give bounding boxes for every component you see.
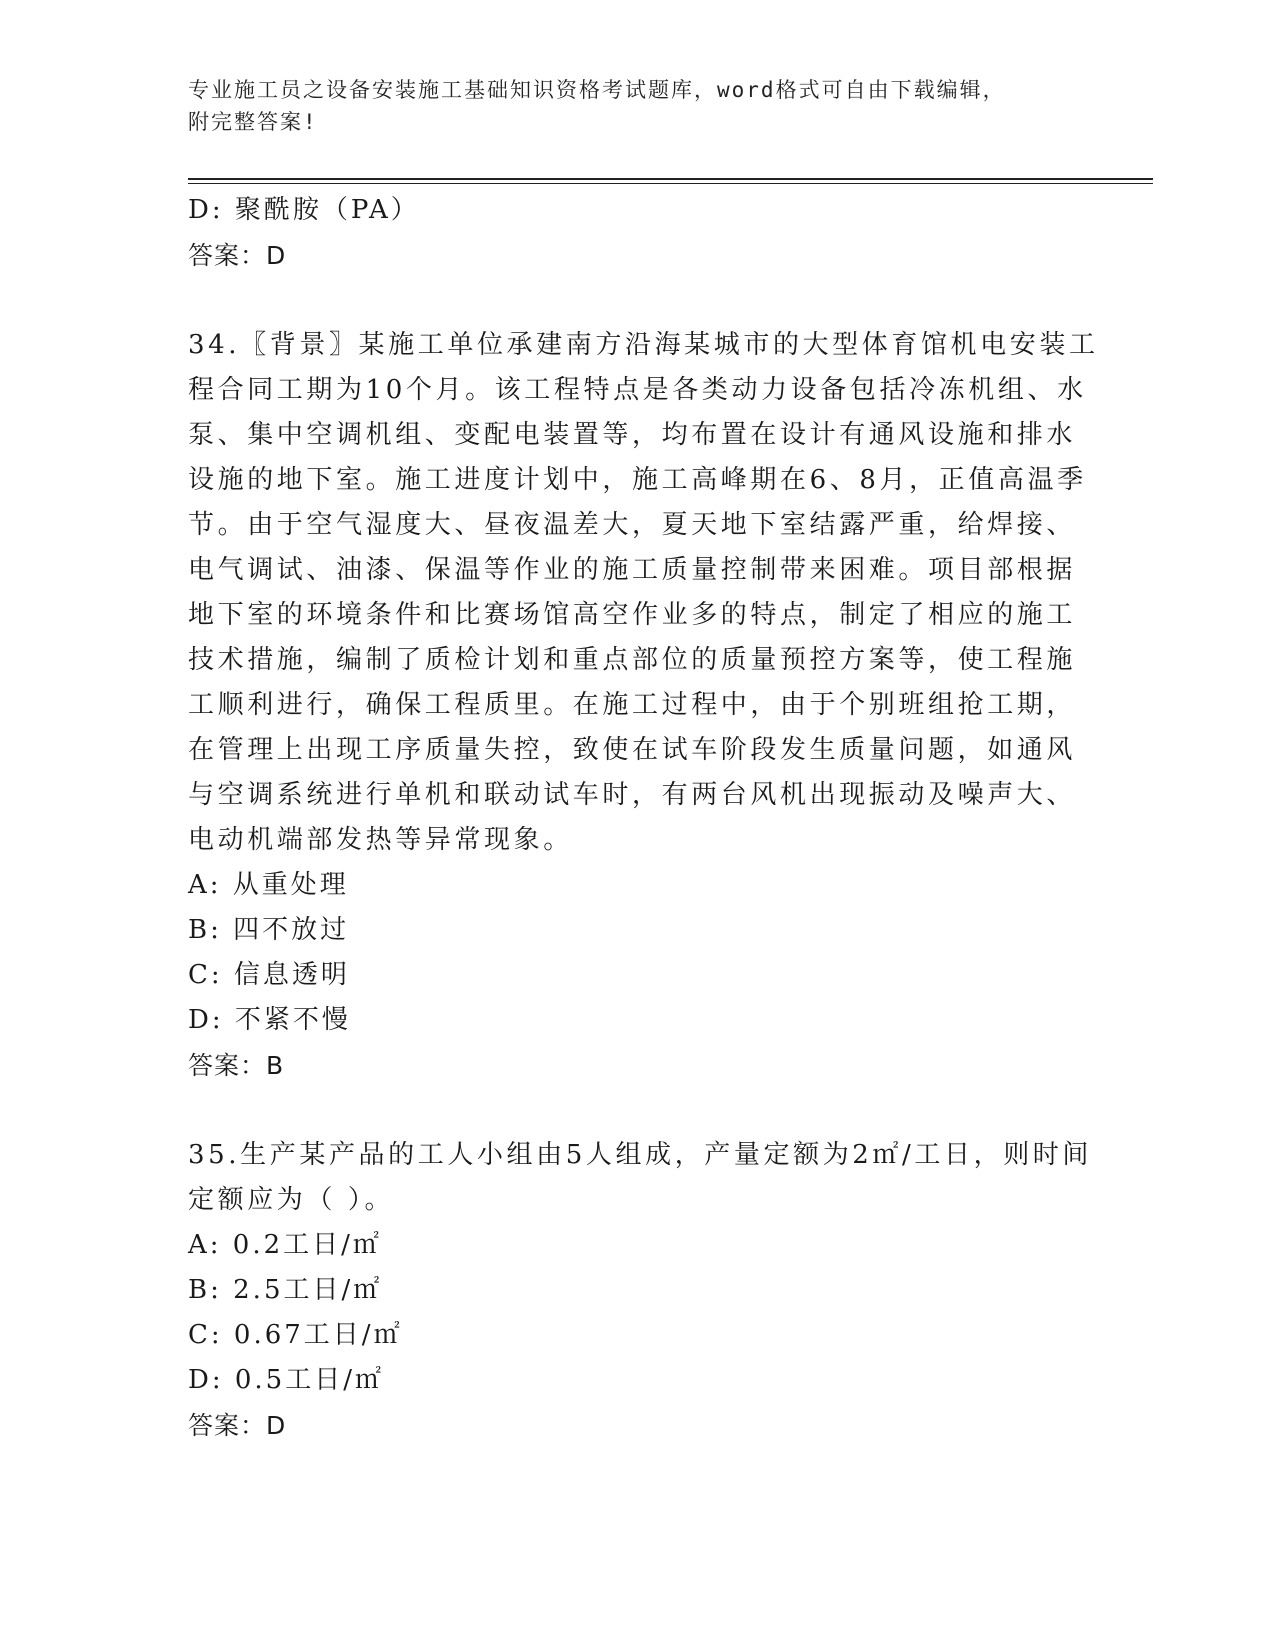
q34-text-line: 与空调系统进行单机和联动试车时，有两台风机出现振动及噪声大、	[188, 780, 1077, 810]
header-divider-thick	[188, 178, 1153, 180]
q35-option-b: B: 2.5工日/㎡	[188, 1275, 383, 1305]
q34-text-line: 设施的地下室。施工进度计划中，施工高峰期在6、8月，正值高温季	[188, 465, 1087, 495]
q34-text-line: 地下室的环境条件和比赛场馆高空作业多的特点，制定了相应的施工	[188, 600, 1077, 630]
q34-text-line: 程合同工期为10个月。该工程特点是各类动力设备包括冷冻机组、水	[188, 375, 1087, 405]
q34-option-c: C: 信息透明	[188, 960, 350, 990]
question-34	[188, 323, 1099, 863]
q34-option-b: B: 四不放过	[188, 915, 350, 945]
q34-text-line: 34.〖背景〗某施工单位承建南方沿海某城市的大型体育馆机电安装工	[188, 330, 1099, 360]
spacer	[188, 1088, 1088, 1133]
q35-text-line: 定额应为（ ）。	[188, 1185, 395, 1215]
question-35	[188, 1133, 1092, 1223]
q34-text-line: 工顺利进行，确保工程质里。在施工过程中，由于个别班组抢工期，	[188, 690, 1077, 720]
header-title-line-1: 专业施工员之设备安装施工基础知识资格考试题库，word格式可自由下载编辑，	[188, 78, 1006, 102]
q34-option-a: A: 从重处理	[188, 870, 349, 900]
q35-option-a: A: 0.2工日/㎡	[188, 1230, 382, 1260]
prev-option-d: D: 聚酰胺（PA）	[188, 195, 420, 225]
page-header	[188, 74, 1088, 138]
document-body	[188, 188, 1099, 1448]
q34-answer: 答案：B	[188, 1051, 285, 1080]
q34-text-line: 电气调试、油漆、保温等作业的施工质量控制带来困难。项目部根据	[188, 555, 1077, 585]
q35-option-c: C: 0.67工日/㎡	[188, 1320, 403, 1350]
q35-answer: 答案：D	[188, 1411, 287, 1440]
q34-text-line: 泵、集中空调机组、变配电装置等，均布置在设计有通风设施和排水	[188, 420, 1077, 450]
q34-text-line: 节。由于空气湿度大、昼夜温差大，夏天地下室结露严重，给焊接、	[188, 510, 1077, 540]
spacer	[188, 278, 1088, 323]
header-title-line-2: 附完整答案!	[188, 110, 318, 134]
q35-text-line: 35.生产某产品的工人小组由5人组成，产量定额为2㎡/工日，则时间	[188, 1140, 1092, 1170]
q34-text-line: 电动机端部发热等异常现象。	[188, 825, 573, 855]
header-divider-thin	[188, 183, 1153, 184]
q34-option-d: D: 不紧不慢	[188, 1005, 351, 1035]
prev-answer: 答案：D	[188, 241, 287, 270]
q35-option-d: D: 0.5工日/㎡	[188, 1365, 384, 1395]
q34-text-line: 技术措施，编制了质检计划和重点部位的质量预控方案等，使工程施	[188, 645, 1077, 675]
q34-text-line: 在管理上出现工序质量失控，致使在试车阶段发生质量问题，如通风	[188, 735, 1077, 765]
